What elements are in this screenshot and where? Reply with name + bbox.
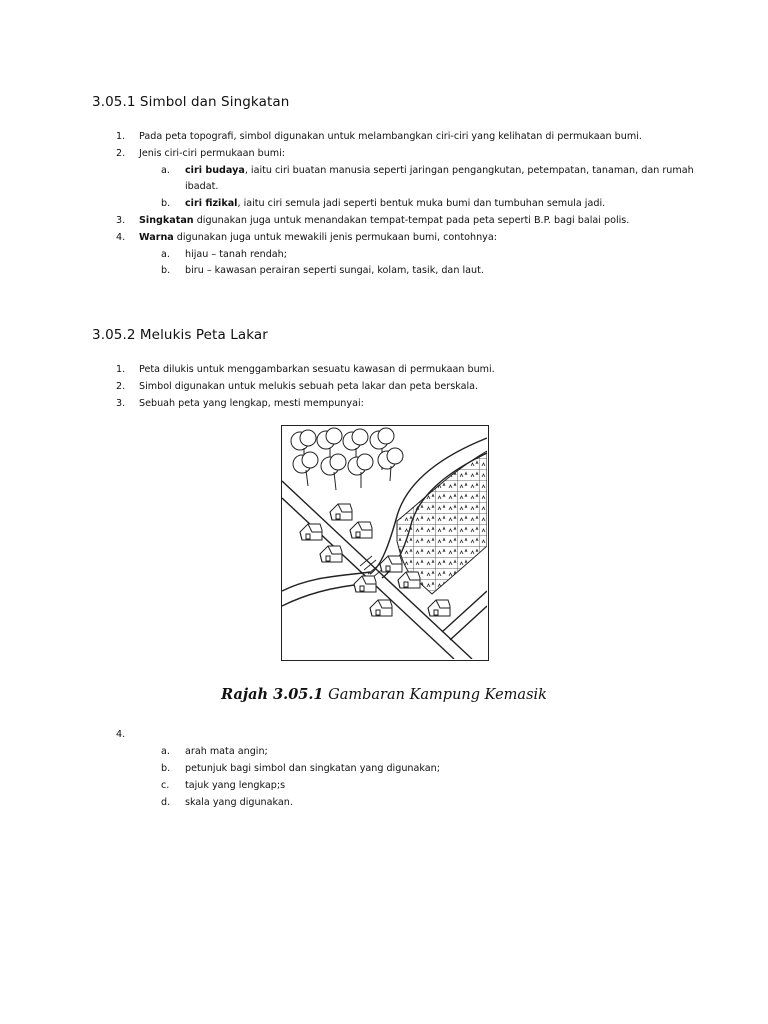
list-item: Peta dilukis untuk menggambarkan sesuatu kawasan di permukaan bumi.	[139, 364, 495, 375]
list-item: Simbol digunakan untuk melukis sebuah peta lakar dan peta berskala.	[139, 381, 479, 392]
list-item: arah mata angin;	[185, 746, 268, 757]
caption-label: Rajah 3.05.1	[221, 686, 324, 703]
list-item-text: digunakan juga untuk mewakili jenis permukaan bumi, contohnya:	[173, 232, 497, 243]
sketch-map-figure	[281, 425, 489, 661]
caption-text: Gambaran Kampung Kemasik	[323, 687, 547, 703]
term-warna: Warna	[139, 232, 174, 243]
sub-list-letter: c.	[161, 780, 170, 791]
sub-list-letter: d.	[161, 797, 171, 808]
list-item: hijau – tanah rendah;	[185, 249, 287, 260]
list-number: 3.	[116, 215, 126, 226]
list-item: Sebuah peta yang lengkap, mesti mempunyai:	[139, 398, 364, 409]
list-number: 3.	[116, 398, 126, 409]
list-item	[185, 198, 605, 210]
term-ciri-fizikal: ciri fizikal	[185, 198, 238, 209]
section-title-simbol: 3.05.1 Simbol dan Singkatan	[92, 94, 290, 110]
list-item: biru – kawasan perairan seperti sungai, kolam, tasik, dan laut.	[185, 265, 484, 276]
section-title-melukis: 3.05.2 Melukis Peta Lakar	[92, 327, 268, 343]
sub-list-letter: a.	[161, 165, 170, 176]
sketch-map-illustration	[282, 426, 487, 659]
list-item: skala yang digunakan.	[185, 797, 293, 808]
sub-list-letter: b.	[161, 265, 171, 276]
list-number: 1.	[116, 131, 126, 142]
term-ciri-budaya: ciri budaya	[185, 165, 245, 176]
list-number: 1.	[116, 364, 126, 375]
list-item-continuation: ibadat.	[185, 181, 219, 192]
tree-cluster	[291, 428, 403, 490]
list-number: 4.	[116, 729, 126, 740]
list-item	[139, 215, 629, 227]
list-item: tajuk yang lengkap;s	[185, 780, 286, 791]
list-item	[139, 232, 497, 244]
list-number: 2.	[116, 148, 126, 159]
list-item: petunjuk bagi simbol dan singkatan yang digunakan;	[185, 763, 440, 774]
term-singkatan: Singkatan	[139, 215, 194, 226]
sub-list-letter: a.	[161, 249, 170, 260]
sub-list-letter: a.	[161, 746, 170, 757]
list-number: 4.	[116, 232, 126, 243]
list-item: Pada peta topografi, simbol digunakan untuk melambangkan ciri-ciri yang kelihatan di permukaan bumi.	[139, 131, 642, 142]
list-number: 2.	[116, 381, 126, 392]
sub-list-letter: b.	[161, 763, 171, 774]
list-item	[185, 165, 694, 177]
list-item-text: , iaitu ciri buatan manusia seperti jaringan pengangkutan, petempatan, tanaman, dan rumah	[244, 165, 694, 176]
list-item-text: digunakan juga untuk menandakan tempat-tempat pada peta seperti B.P. bagi balai polis.	[193, 215, 630, 226]
sub-list-letter: b.	[161, 198, 171, 209]
figure-caption	[0, 686, 768, 703]
list-item-text: , iaitu ciri semula jadi seperti bentuk muka bumi dan tumbuhan semula jadi.	[237, 198, 606, 209]
list-item: Jenis ciri-ciri permukaan bumi:	[139, 148, 286, 159]
